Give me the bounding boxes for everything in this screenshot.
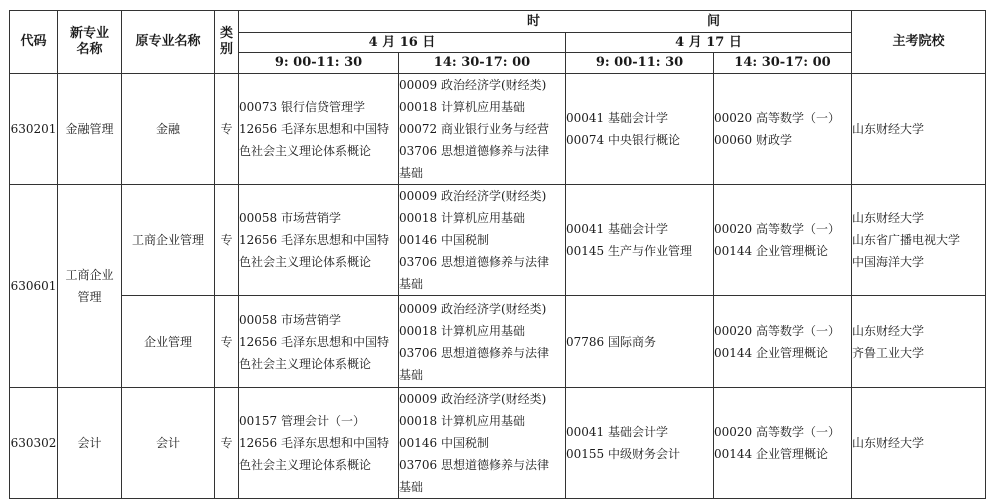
cell-d1-pm: 00009 政治经济学(财经类) 00018 计算机应用基础 00072 商业银行业务与经营 03706 思想道德修养与法律 基础 xyxy=(399,74,566,185)
table-row xyxy=(10,388,986,499)
cell-code: 630201 xyxy=(10,74,58,185)
header-slot-d1-am: 9: 00-11: 30 xyxy=(239,53,399,74)
cell-category: 专 xyxy=(215,185,239,296)
cell-category: 专 xyxy=(215,388,239,499)
cell-d2-am: 00041 基础会计学 00155 中级财务会计 xyxy=(566,388,714,499)
header-date-1: 4 月 16 日 xyxy=(239,33,566,53)
cell-code: 630302 xyxy=(10,388,58,499)
cell-old-major: 金融 xyxy=(122,74,215,185)
cell-school: 山东财经大学 山东省广播电视大学 中国海洋大学 xyxy=(852,185,986,296)
cell-school: 山东财经大学 xyxy=(852,388,986,499)
cell-new-major: 金融管理 xyxy=(58,74,122,185)
cell-old-major: 会计 xyxy=(122,388,215,499)
header-new-major: 新专业 名称 xyxy=(58,11,122,74)
cell-d2-am: 00041 基础会计学 00074 中央银行概论 xyxy=(566,74,714,185)
header-category: 类 别 xyxy=(215,11,239,74)
cell-d1-am: 00073 银行信贷管理学 12656 毛泽东思想和中国特 色社会主义理论体系概论 xyxy=(239,74,399,185)
header-row-1 xyxy=(10,11,986,33)
cell-d2-pm: 00020 高等数学（一） 00060 财政学 xyxy=(714,74,852,185)
cell-old-major: 工商企业管理 xyxy=(122,185,215,296)
table-row xyxy=(10,296,986,388)
header-slot-d1-pm: 14: 30-17: 00 xyxy=(399,53,566,74)
cell-code: 630601 xyxy=(10,185,58,388)
cell-school: 山东财经大学 齐鲁工业大学 xyxy=(852,296,986,388)
cell-d2-pm: 00020 高等数学（一） 00144 企业管理概论 xyxy=(714,388,852,499)
cell-new-major: 会计 xyxy=(58,388,122,499)
cell-d1-am: 00157 管理会计（一） 12656 毛泽东思想和中国特 色社会主义理论体系概论 xyxy=(239,388,399,499)
cell-school: 山东财经大学 xyxy=(852,74,986,185)
header-time: 时 间 xyxy=(239,11,852,33)
cell-d1-pm: 00009 政治经济学(财经类) 00018 计算机应用基础 00146 中国税制 03706 思想道德修养与法律 基础 xyxy=(399,388,566,499)
header-old-major: 原专业名称 xyxy=(122,11,215,74)
cell-d1-am: 00058 市场营销学 12656 毛泽东思想和中国特 色社会主义理论体系概论 xyxy=(239,296,399,388)
cell-d2-am: 00041 基础会计学 00145 生产与作业管理 xyxy=(566,185,714,296)
table-row xyxy=(10,185,986,296)
cell-d1-am: 00058 市场营销学 12656 毛泽东思想和中国特 色社会主义理论体系概论 xyxy=(239,185,399,296)
header-slot-d2-pm: 14: 30-17: 00 xyxy=(714,53,852,74)
cell-d2-pm: 00020 高等数学（一） 00144 企业管理概论 xyxy=(714,185,852,296)
cell-d2-am: 07786 国际商务 xyxy=(566,296,714,388)
cell-new-major: 工商企业 管理 xyxy=(58,185,122,388)
cell-d1-pm: 00009 政治经济学(财经类) 00018 计算机应用基础 00146 中国税制 03706 思想道德修养与法律 基础 xyxy=(399,185,566,296)
cell-category: 专 xyxy=(215,296,239,388)
cell-d1-pm: 00009 政治经济学(财经类) 00018 计算机应用基础 03706 思想道德修养与法律 基础 xyxy=(399,296,566,388)
header-code: 代码 xyxy=(10,11,58,74)
exam-schedule-table xyxy=(9,10,986,499)
header-slot-d2-am: 9: 00-11: 30 xyxy=(566,53,714,74)
header-date-2: 4 月 17 日 xyxy=(566,33,852,53)
cell-category: 专 xyxy=(215,74,239,185)
header-school: 主考院校 xyxy=(852,11,986,74)
table-row xyxy=(10,74,986,185)
cell-d2-pm: 00020 高等数学（一） 00144 企业管理概论 xyxy=(714,296,852,388)
cell-old-major: 企业管理 xyxy=(122,296,215,388)
